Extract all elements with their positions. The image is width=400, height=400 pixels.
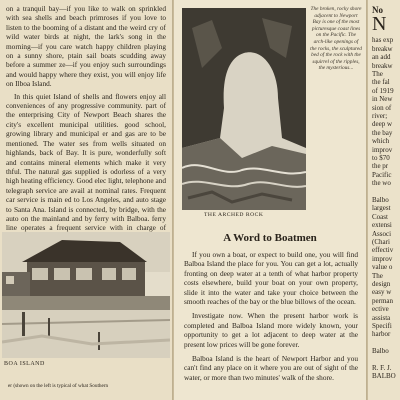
left-paragraph-2: In this quiet Island of shells and flowers enjoy all conveniences of any progressive community. part of the enterprising City of Newport Beach shares the city's excellent municipal utilities. good school, growing library and municipal er and gas are to be mentioned. The water ses from wells situated on highlands, back of Bay. It is pure, wonderfully soft and contains mineral elements which make it very thful. The natural gas supplied is odorless of a very high heating efficiency. Good elec light, telephone and telegraph service are avail at nominal rates. Frequent car service is main ed to Los Angeles, and auto stage to Santa Ana. Island is connected, by bridge, with the auto on the mainland and by ferry with Balboa. ferry line operates a frequent service with in charge of (6, 91, 166, 233)
right-panel-line: perman (372, 296, 393, 305)
right-panel-line: extensi (372, 221, 392, 230)
right-panel-line: easy w (372, 288, 392, 297)
right-panel (368, 0, 400, 400)
right-panel-line: effectiv (372, 246, 394, 255)
left-panel (0, 0, 172, 400)
right-panel-line: improv (372, 254, 393, 263)
houses-illustration (2, 232, 170, 358)
right-panel-line: breakw (372, 44, 393, 53)
right-panel-line: sion of (372, 103, 392, 112)
rock-sidebar-text: The broken, rocky shore adjacent to Newport Bay is one of the most picturesque coast lines on the Pacific. The arch-like openings of the rocks, the sculptured bed of the rock with the squirrel of the ripples, the mysterious... (310, 6, 362, 72)
right-panel-line: BALBO (372, 372, 396, 381)
arched-rock-caption: THE ARCHED ROCK (204, 212, 264, 218)
boatmen-body (184, 250, 358, 387)
boatmen-heading: A Word to Boatmen (223, 232, 317, 244)
right-panel-line: N (372, 13, 387, 36)
island-photo-caption: BOA ISLAND (4, 361, 45, 367)
left-bottom-caption: er (shown on the left is typical of what Southern (8, 383, 109, 389)
right-panel-line: Balbo (372, 196, 389, 204)
right-panel-line: The (372, 271, 383, 280)
right-panel-line: ective (372, 305, 389, 314)
left-body-text (6, 4, 166, 242)
right-panel-line: Specifi (372, 322, 392, 330)
left-paragraph-1: on a tranquil bay—if you like to walk on sprinkled with sea shells and beach primroses if you love to listen to the booming of a distant and the weird cry of wild water birds at night, the lark's song in the morning—if you care watch happy children playing on a sunny shore, ptain sail boats scudding away before a summer ze—if you enjoy such surroundings and would happy where they exist, you will enjoy life on Ilboa Island. (6, 4, 166, 89)
right-panel-line: No (372, 5, 383, 15)
boatmen-paragraph: Investigate now. When the present harbor work is completed and Balboa Island more widely known, your opportunity to get a lot adjacent to deep water at the present low prices will be gone forever. (184, 311, 358, 349)
arched-rock-photo (182, 8, 306, 210)
arched-rock-illustration (182, 8, 306, 210)
right-panel-line: river; (372, 112, 388, 120)
right-panel-line: Associ (372, 229, 392, 238)
right-panel-line: has exp (372, 36, 394, 45)
middle-panel (174, 0, 366, 400)
right-panel-line: The (372, 70, 383, 78)
right-panel-line: Pacific (372, 170, 392, 179)
right-panel-line: design (372, 280, 391, 288)
right-panel-line: deep w (372, 120, 393, 129)
island-houses-photo (2, 232, 170, 358)
right-panel-line: which (372, 137, 390, 146)
boatmen-paragraph: Balboa Island is the heart of Newport Harbor and you can't find any place on it where you are out of sight of the water, or more than two minutes' walk of the shore. (184, 354, 358, 382)
right-panel-line: Balbo (372, 347, 389, 356)
right-panel-line: largest (372, 204, 391, 213)
right-panel-line: (Chari (372, 238, 390, 246)
right-panel-line: the wo (372, 179, 391, 188)
right-panel-line: improv (372, 145, 393, 154)
right-panel-line: Coast (372, 212, 388, 221)
boatmen-paragraph: If you own a boat, or expect to build one, you will find Balboa Island the place for you. You can get a lot, actually fronting on deep water at a tenth of what harbor property costs elsewhere, build your boat on your own property, slide it into the water and take your choice between the smooth reaches of the bay or the blue billows of the ocean. (184, 250, 358, 307)
right-panel-line: assista (372, 313, 391, 322)
right-panel-line: the pr (372, 162, 389, 171)
right-panel-line: of 1919 (372, 86, 394, 95)
right-panel-line: breakw (372, 61, 393, 70)
right-panel-line: value o (372, 263, 393, 272)
right-panel-line: to $70 (372, 154, 390, 162)
right-panel-line: the fal (372, 78, 390, 87)
right-panel-line: an add (372, 53, 391, 62)
right-panel-line: R. F. J. (372, 364, 392, 372)
right-panel-line: harbor (372, 330, 391, 339)
right-panel-line: in New (372, 95, 393, 104)
right-panel-line: the bay (372, 128, 393, 137)
